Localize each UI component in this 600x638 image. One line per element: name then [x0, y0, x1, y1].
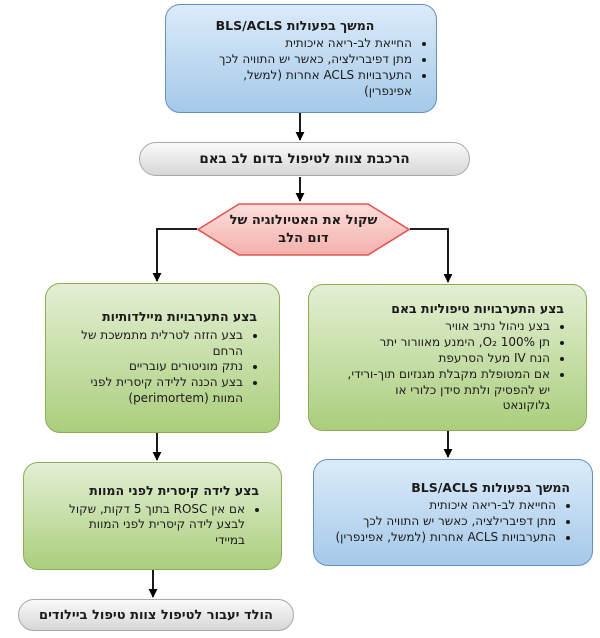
continue-bls-acls-top-box	[165, 4, 437, 113]
bullet-item: • התערבויות ACLS אחרות (למשל, אפינפרין)	[326, 530, 556, 546]
assemble-team-pill	[139, 142, 470, 176]
pill-label: הרכבת צוות לטיפול בדום לב באם	[199, 151, 410, 167]
bullet-item: • בצע הזזה לטרלית מתמשכת של הרחם	[80, 328, 243, 360]
hexagon-label: שקול את האטיולוגיה של דום הלב	[229, 212, 378, 246]
bullet-item: • הנח IV מעל הסרעפת	[347, 351, 550, 367]
continue-bls-acls-bottom-box	[313, 459, 593, 566]
maternal-interventions-box	[308, 284, 587, 431]
bullet-list	[62, 502, 269, 549]
obstetric-interventions-box	[45, 283, 280, 433]
hexagon-label-wrap	[197, 203, 410, 256]
box-title: בצע לידה קיסרית לפני המוות	[89, 483, 259, 498]
bullet-item: • נתק מוניטורים עובריים	[80, 359, 243, 375]
box-title: בצע התערבויות טיפוליות באם	[391, 300, 564, 316]
box-title: המשך בפעולות BLS/ACLS	[215, 17, 375, 33]
bullet-item: • אם אין ROSC בתוך 5 דקות, שקול לבצע לידה קיסרית לפני המוות במיידי	[62, 502, 245, 549]
perimortem-cesarean-box	[23, 462, 282, 570]
bullet-item: • התערבויות ACLS אחרות (למשל, אפינפרין)	[178, 68, 412, 100]
neonatal-team-pill	[18, 599, 294, 631]
box-title: בצע התערבויות מיילדותיות	[102, 309, 257, 325]
bullet-item: • החייאת לב-ריאה איכותית	[326, 498, 556, 514]
bullet-list	[347, 319, 574, 414]
etiology-decision-hexagon	[197, 203, 410, 256]
bullet-item: • החייאת לב-ריאה איכותית	[178, 36, 412, 52]
arrow-etiology-to-maternal	[410, 229, 448, 282]
bullet-item: • אם המטופלת מקבלת מגנזיום תוך-ורידי, יש להפסיק ולתת סידן כלורי או גלוקונאט	[347, 367, 550, 414]
bullet-item: • בצע הכנה ללידה קיסרית לפני המוות (perimortem)	[80, 375, 243, 407]
bullet-item: • מתן דפיברילציה, כאשר יש התוויה לכך	[326, 514, 556, 530]
bullet-item: • תן O₂ 100%, הימנע מאוורור יתר	[347, 335, 550, 351]
bullet-list	[80, 328, 267, 407]
box-title: המשך בפעולות BLS/ACLS	[411, 479, 570, 495]
bullet-item: • בצע ניהול נתיב אוויר	[347, 319, 550, 335]
arrow-etiology-to-obstetric	[157, 229, 197, 281]
bullet-list	[178, 36, 412, 99]
bullet-item: • מתן דפיברילציה, כאשר יש התוויה לכך	[178, 52, 412, 68]
pill-label: הולד יעבור לטיפול צוות טיפול ביילודים	[39, 607, 273, 623]
bullet-list	[326, 498, 580, 545]
